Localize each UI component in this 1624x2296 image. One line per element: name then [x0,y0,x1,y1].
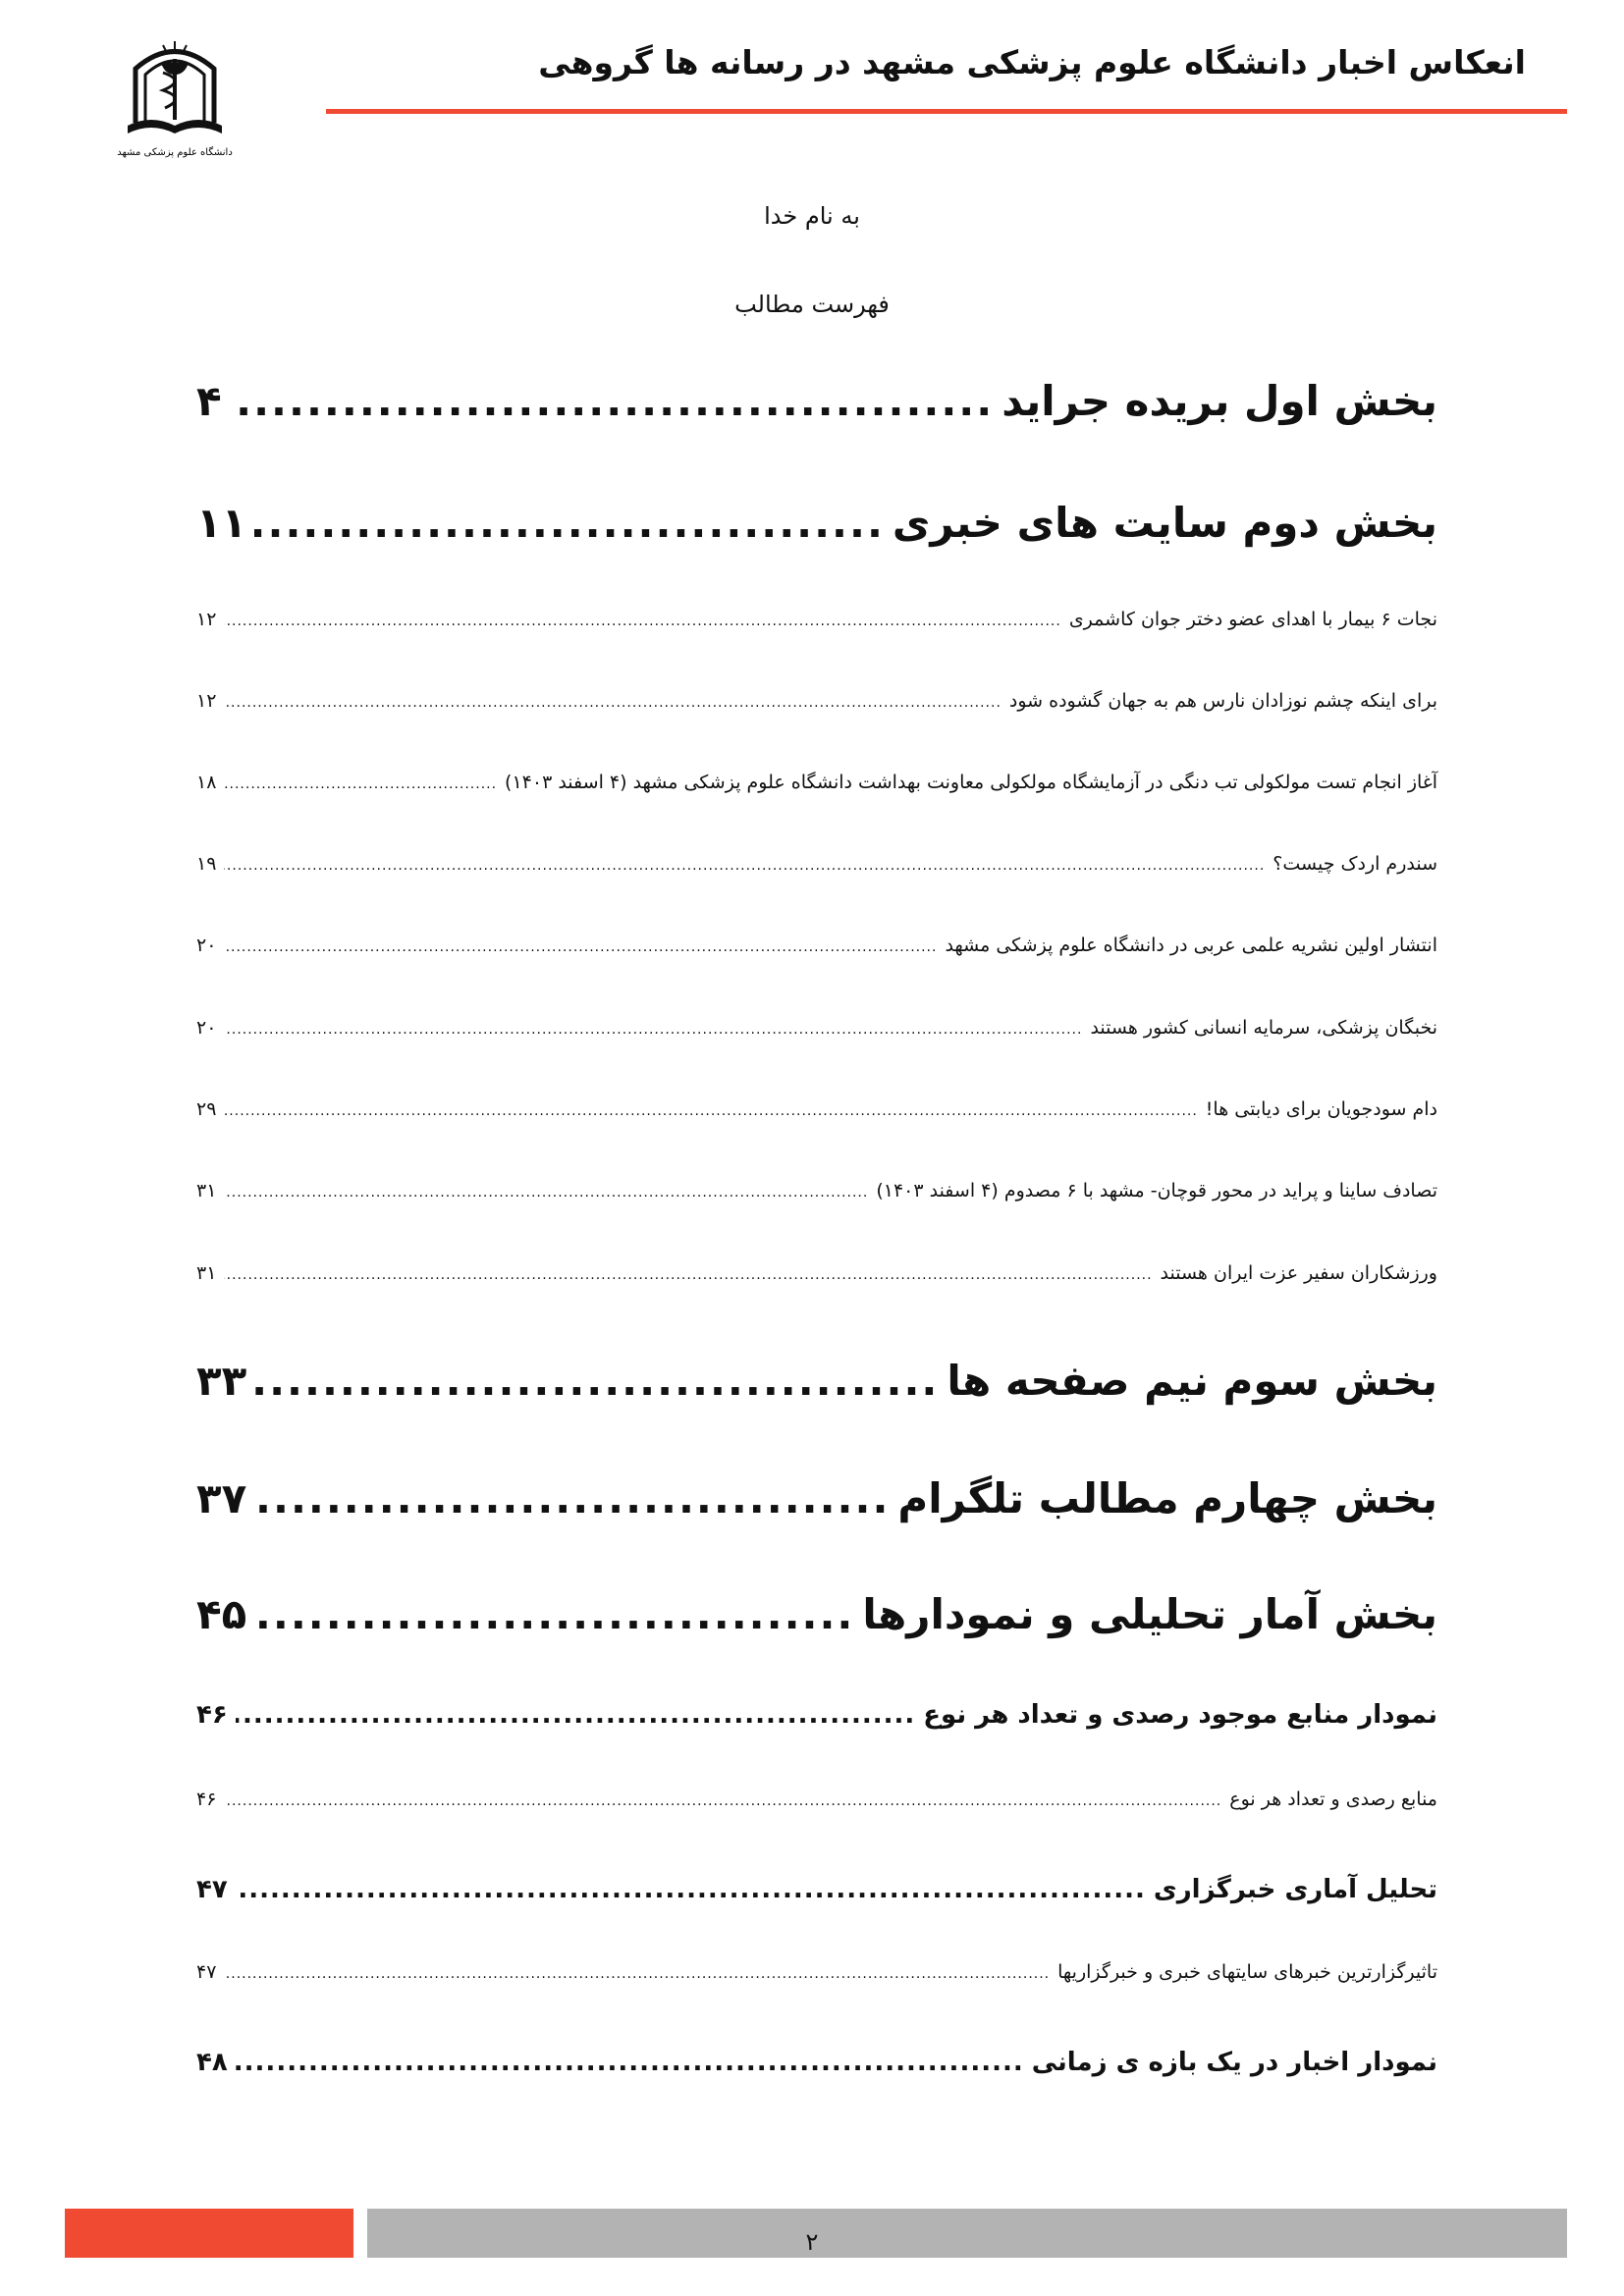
toc-entry-title: نمودار اخبار در یک بازه ی زمانی [1031,2048,1437,2077]
toc-entry[interactable] [196,853,1437,882]
toc-entry[interactable] [196,1357,1437,1415]
toc-dot-leader [224,1966,1050,1982]
toc-entry[interactable] [196,1180,1437,1209]
toc-entry-page: ۱۲ [196,690,217,712]
toc-entry[interactable] [196,1789,1437,1818]
toc-entry-title: بخش چهارم مطالب تلگرام [897,1474,1437,1522]
toc-entry-title: آغاز انجام تست مولکولی تب دنگی در آزمایشگاه مولکولی معاونت بهداشت دانشگاه علوم پزشکی مشهد (۴ اسفند ۱۴۰۳) [505,772,1437,793]
bismillah: به نام خدا [764,202,860,230]
toc-entry-page: ۴۸ [196,2048,228,2077]
toc-dot-leader [254,1474,890,1522]
toc-entry-page: ۴۷ [196,1961,217,1983]
toc-entry-page: ۳۱ [196,1180,217,1201]
toc-entry-title: تاثیرگزارترین خبرهای سایتهای خبری و خبرگزاریها [1057,1961,1437,1983]
toc-entry-page: ۱۲ [196,609,217,630]
toc-dot-leader [224,1267,1152,1283]
toc-entry-title: تحلیل آماری خبرگزاری [1153,1875,1437,1904]
toc-dot-leader [236,2048,1024,2077]
toc-entry[interactable] [196,377,1437,436]
page-number: ۲ [805,2228,819,2256]
logo-caption: دانشگاه علوم پزشکی مشهد [117,147,233,158]
toc-entry[interactable] [196,690,1437,720]
toc-entry[interactable] [196,2048,1437,2087]
toc-entry-page: ۱۱ [196,499,247,547]
toc-entry-page: ۳۱ [196,1262,217,1284]
toc-dot-leader [236,1700,916,1730]
toc-entry-title: بخش آمار تحلیلی و نمودارها [862,1590,1437,1638]
toc-entry-page: ۱۸ [196,772,217,793]
toc-dot-leader [224,858,1265,874]
toc-entry[interactable] [196,1474,1437,1533]
toc-entry-page: ۴۵ [196,1590,247,1638]
toc-heading: فهرست مطالب [734,291,890,318]
toc-entry-title: دام سودجویان برای دیابتی ها! [1205,1098,1437,1120]
header-divider [326,109,1567,114]
header-title: انعکاس اخبار دانشگاه علوم پزشکی مشهد در رسانه ها گروهی [538,43,1526,81]
toc-entry-page: ۲۹ [196,1098,217,1120]
toc-dot-leader [224,614,1060,629]
toc-entry[interactable] [196,934,1437,964]
toc-dot-leader [224,776,497,792]
toc-entry-title: ورزشکاران سفیر عزت ایران هستند [1160,1262,1437,1284]
toc-dot-leader [224,1103,1197,1119]
toc-entry-title: تصادف ساینا و پراید در محور قوچان- مشهد با ۶ مصدوم (۴ اسفند ۱۴۰۳) [876,1180,1437,1201]
toc-dot-leader [224,1022,1082,1038]
toc-entry-title: نجات ۶ بیمار با اهدای عضو دختر جوان کاشمری [1068,609,1437,630]
toc-dot-leader [230,377,995,425]
toc-dot-leader [224,1793,1221,1809]
toc-entry[interactable] [196,1961,1437,1991]
toc-entry-title: بخش اول بریده جراید [1001,377,1437,425]
toc-entry[interactable] [196,772,1437,801]
toc-entry-page: ۴۶ [196,1700,228,1730]
toc-dot-leader [254,1357,939,1405]
toc-entry-title: منابع رصدی و تعداد هر نوع [1229,1789,1437,1810]
toc-entry[interactable] [196,1098,1437,1128]
toc-dot-leader [224,939,937,955]
toc-entry-page: ۴ [196,377,222,425]
toc-entry-page: ۲۰ [196,1017,217,1039]
toc-entry-page: ۱۹ [196,853,217,875]
toc-entry-page: ۴۷ [196,1875,228,1904]
toc-entry[interactable] [196,1700,1437,1739]
toc-entry-page: ۲۰ [196,934,217,956]
toc-entry[interactable] [196,1875,1437,1914]
toc-entry[interactable] [196,609,1437,638]
toc-entry-title: انتشار اولین نشریه علمی عربی در دانشگاه علوم پزشکی مشهد [945,934,1437,956]
toc-dot-leader [236,1875,1146,1904]
toc-entry-page: ۴۶ [196,1789,217,1810]
toc-dot-leader [224,695,1001,711]
university-logo-icon [106,29,244,167]
toc-entry[interactable] [196,1262,1437,1292]
toc-entry-title: نمودار منابع موجود رصدی و تعداد هر نوع [923,1700,1437,1730]
toc-entry[interactable] [196,1017,1437,1046]
toc-entry[interactable] [196,1590,1437,1649]
toc-dot-leader [254,499,885,547]
toc-entry-title: سندرم اردک چیست؟ [1272,853,1437,875]
toc-entry-title: بخش سوم نیم صفحه ها [947,1357,1437,1405]
toc-entry-title: نخبگان پزشکی، سرمایه انسانی کشور هستند [1090,1017,1437,1039]
toc-entry-title: بخش دوم سایت های خبری [892,499,1437,547]
toc-dot-leader [254,1590,854,1638]
toc-entry-page: ۳۳ [196,1357,247,1405]
toc-dot-leader [224,1185,868,1201]
toc-entry-title: برای اینکه چشم نوزادان نارس هم به جهان گشوده شود [1008,690,1437,712]
toc-entry-page: ۳۷ [196,1474,247,1522]
toc-entry[interactable] [196,499,1437,558]
